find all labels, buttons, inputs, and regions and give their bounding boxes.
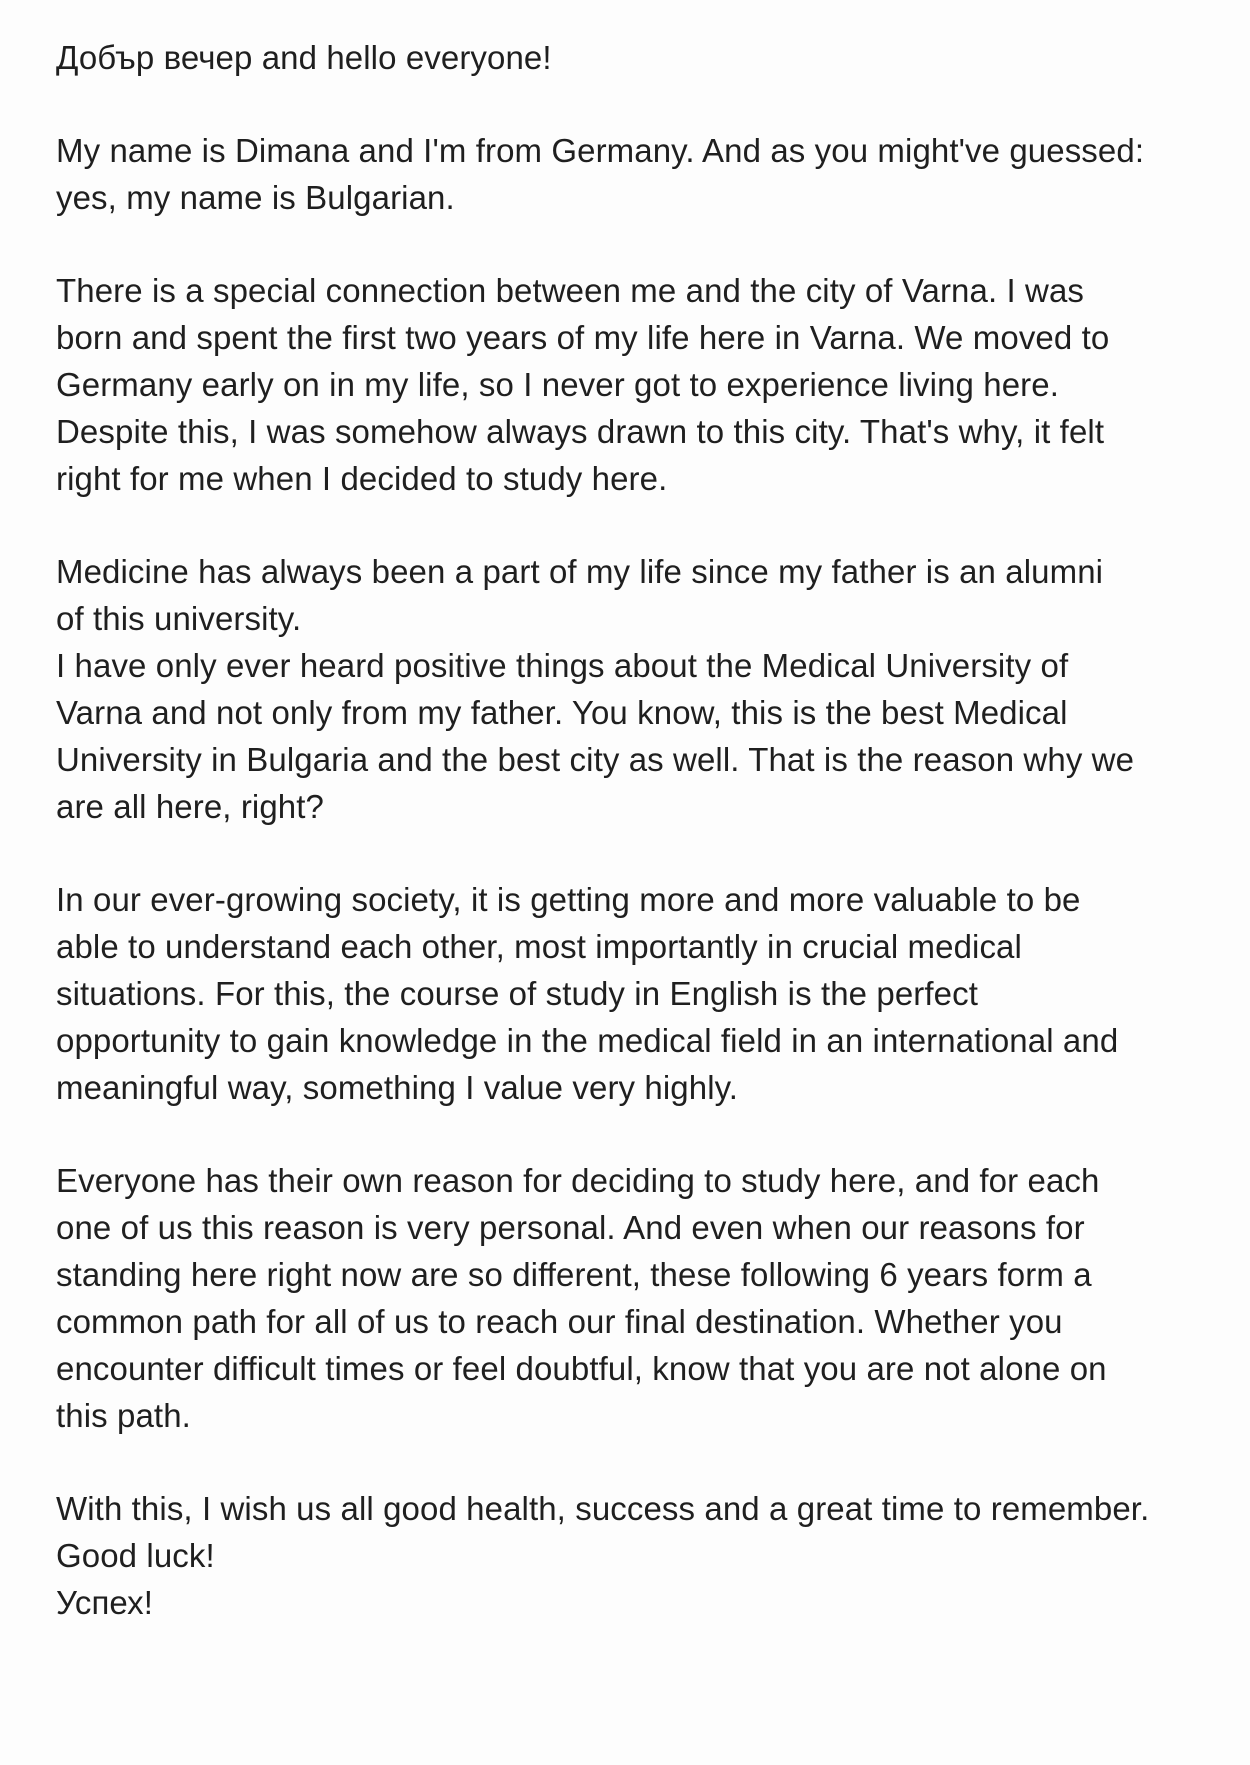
paragraph-common-path — [56, 1157, 1216, 1439]
paragraph-medicine — [56, 548, 1216, 830]
text-line: Varna and not only from my father. You know, this is the best Medical — [56, 694, 1068, 731]
text-line: Despite this, I was somehow always drawn to this city. That's why, it felt — [56, 413, 1105, 450]
paragraph-varna-connection — [56, 267, 1216, 502]
text-line: With this, I wish us all good health, success and a great time to remember. — [56, 1490, 1150, 1527]
text-line: yes, my name is Bulgarian. — [56, 179, 455, 216]
text-line: common path for all of us to reach our final destination. Whether you — [56, 1303, 1063, 1340]
paragraph-introduction — [56, 127, 1216, 221]
text-line: In our ever-growing society, it is getting more and more valuable to be — [56, 881, 1081, 918]
text-line: University in Bulgaria and the best city as well. That is the reason why we — [56, 741, 1135, 778]
text-line: My name is Dimana and I'm from Germany. And as you might've guessed: — [56, 132, 1145, 169]
text-line: opportunity to gain knowledge in the medical field in an international and — [56, 1022, 1119, 1059]
paragraph-society — [56, 876, 1216, 1111]
text-line: of this university. — [56, 600, 302, 637]
text-line: able to understand each other, most importantly in crucial medical — [56, 928, 1022, 965]
text-line: Добър вечер and hello everyone! — [56, 39, 552, 76]
text-line: this path. — [56, 1397, 191, 1434]
text-line: Germany early on in my life, so I never got to experience living here. — [56, 366, 1059, 403]
text-line: encounter difficult times or feel doubtful, know that you are not alone on — [56, 1350, 1107, 1387]
text-line: born and spent the first two years of my life here in Varna. We moved to — [56, 319, 1110, 356]
text-line: Medicine has always been a part of my life since my father is an alumni — [56, 553, 1104, 590]
text-line: Good luck! — [56, 1537, 215, 1574]
text-line: Everyone has their own reason for deciding to study here, and for each — [56, 1162, 1100, 1199]
paragraph-greeting — [56, 34, 1216, 81]
text-line: right for me when I decided to study here. — [56, 460, 668, 497]
text-line: I have only ever heard positive things about the Medical University of — [56, 647, 1069, 684]
paragraph-closing — [56, 1485, 1216, 1626]
text-line: Успех! — [56, 1584, 154, 1621]
speech-document — [56, 34, 1216, 1672]
text-line: situations. For this, the course of study in English is the perfect — [56, 975, 978, 1012]
text-line: There is a special connection between me and the city of Varna. I was — [56, 272, 1085, 309]
text-line: are all here, right? — [56, 788, 324, 825]
text-line: standing here right now are so different, these following 6 years form a — [56, 1256, 1092, 1293]
text-line: one of us this reason is very personal. And even when our reasons for — [56, 1209, 1085, 1246]
text-line: meaningful way, something I value very highly. — [56, 1069, 739, 1106]
